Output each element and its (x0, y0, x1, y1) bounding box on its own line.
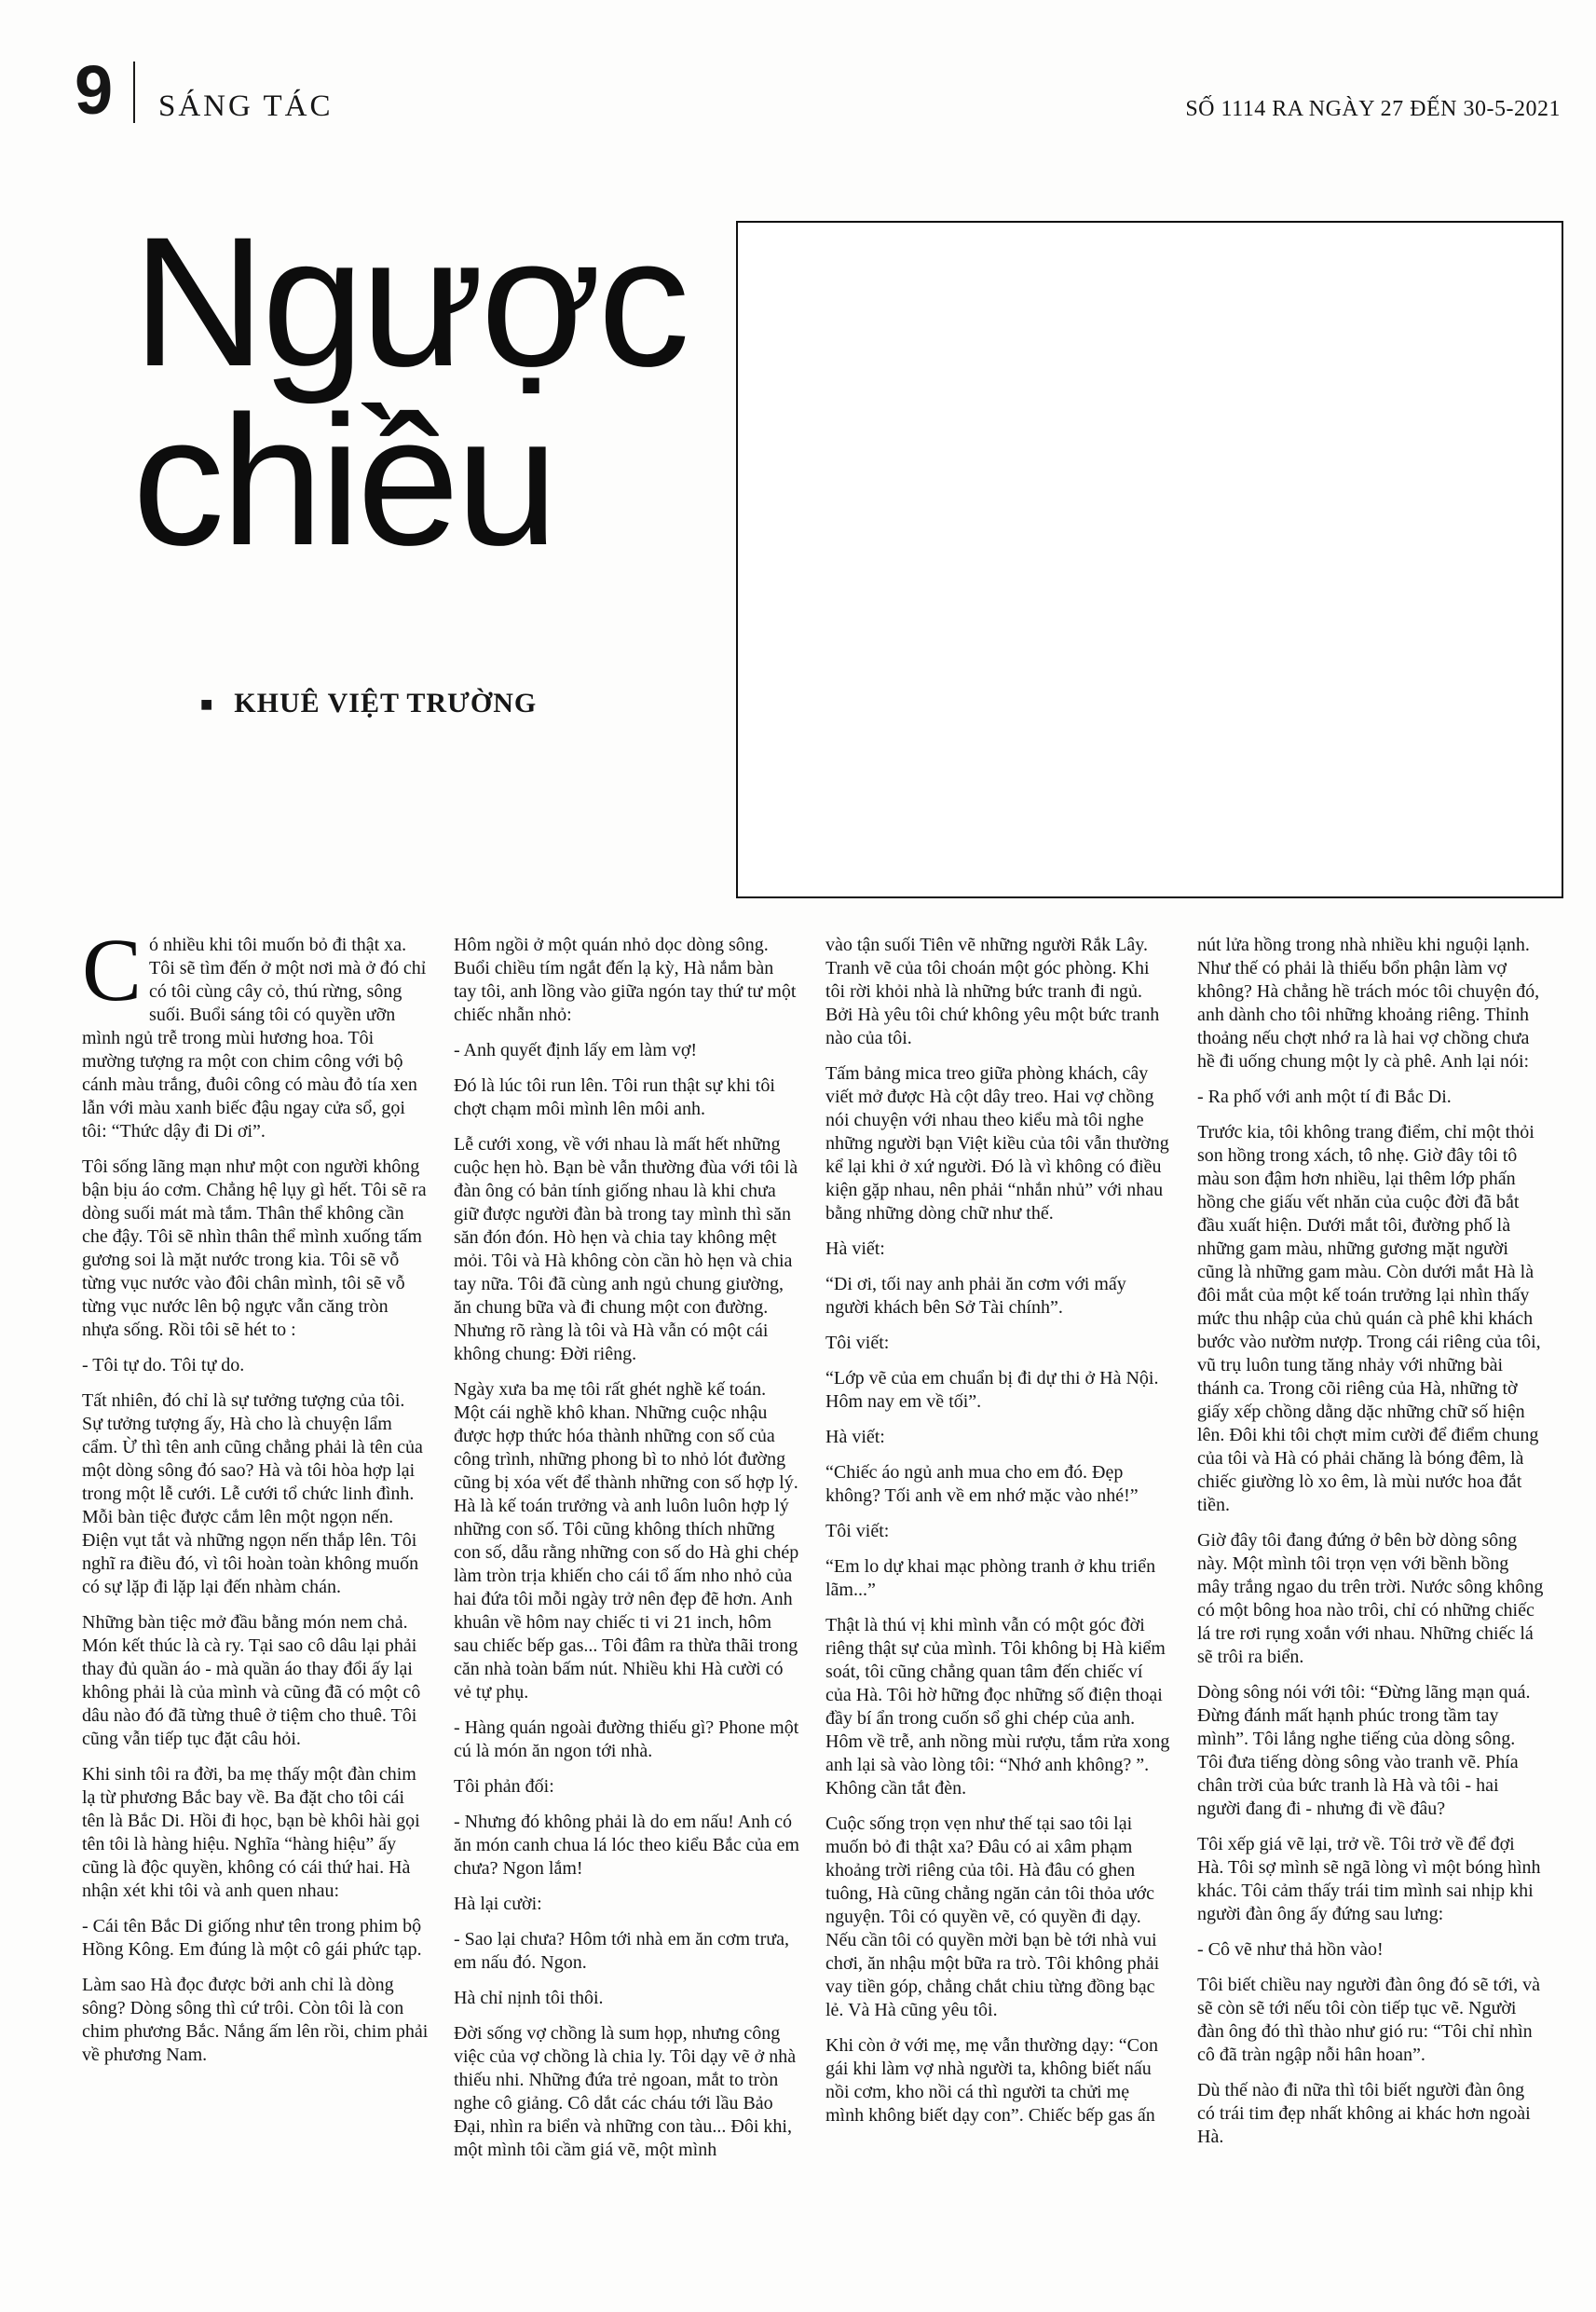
article-title-line1: Ngược (132, 198, 687, 404)
body-paragraph: Tôi sống lãng mạn như một con người không bận bịu áo cơm. Chẳng hệ lụy gì hết. Tôi sẽ ra dòng suối mát mà tắm. Thân thể không cần che đậy. Tôi sẽ nhìn thân thể mình xuống tấm gương soi là mặt nước trong kia. Tôi sẽ vỗ từng vục nước vào đôi chân mình, tôi sẽ vỗ từng vục nước lên bộ ngực vẫn căng tròn nhựa sống. Rồi tôi sẽ hét to : (82, 1156, 427, 1340)
text-column-4 (1197, 934, 1544, 2174)
body-paragraph: Dù thế nào đi nữa thì tôi biết người đàn ông có trái tim đẹp nhất không ai khác hơn ngoài Hà. (1197, 2080, 1531, 2147)
section-title: SÁNG TÁC (158, 89, 334, 123)
body-paragraph: Trước kia, tôi không trang điểm, chỉ một thỏi son hồng trong xách, tô nhẹ. Giờ đây tôi tô màu son đậm hơn nhiều, lại thêm lớp phấn hồng che giấu vết nhăn của cuộc đời đã bắt đầu xuất hiện. Dưới mắt tôi, đường phố là những gam màu, những gương mặt người cũng là những gam màu. Còn dưới mắt Hà là đôi mắt của một kế toán trưởng lại nhìn thấy mức thu nhập của chủ quán cà phê khi khách bước vào nườm nượp. Trong cái riêng của tôi, vũ trụ luôn tung tăng nhảy với những bài thánh ca. Trong cõi riêng của Hà, những tờ giấy xếp chồng dằng dặc những chữ số hiện lên. Đôi khi tôi chợt mỉm cười để điểm chung của tôi và Hà có phải chăng là bóng đêm, là chiếc giường lò xo êm, là mùi nước hoa đắt tiền. (1197, 1122, 1541, 1515)
body-paragraph: - Ra phố với anh một tí đi Bắc Di. (1197, 1087, 1452, 1107)
body-paragraph: - Cái tên Bắc Di giống như tên trong phim bộ Hồng Kông. Em đúng là một cô gái phức tạp. (82, 1916, 422, 1960)
body-paragraph: “Chiếc áo ngủ anh mua cho em đó. Đẹp không? Tối anh về em nhớ mặc vào nhé!” (825, 1462, 1139, 1506)
page-number: 9 (75, 51, 112, 129)
body-paragraph: Tất nhiên, đó chỉ là sự tưởng tượng của tôi. Sự tưởng tượng ấy, Hà cho là chuyện lẩm cẩm. Ừ thì tên anh cũng chẳng phải là tên của một dòng sông đó sao? Hà và tôi hòa hợp lại trong một lễ cưới. Lễ cưới tổ chức linh đình. Mỗi bàn tiệc được cắm lên một ngọn nến. Điện vụt tắt và những ngọn nến thắp lên. Tôi nghĩ ra điều đó, vì tôi hoàn toàn không muốn có sự lặp đi lặp lại đến nhàm chán. (82, 1390, 423, 1597)
image-placeholder (736, 221, 1563, 898)
article-title (132, 198, 687, 584)
byline-bullet-icon: ■ (200, 692, 214, 716)
body-paragraph: Ngày xưa ba mẹ tôi rất ghét nghề kế toán. Một cái nghề khô khan. Những cuộc nhậu được hợp thức hóa thành những con số của công trình, những phong bì to nhỏ lót đường cũng bị xóa vết để thành những con số hợp lý. Hà là kế toán trưởng và anh luôn luôn hợp lý những con số. Tôi cũng không thích những con số, dẫu rằng những con số do Hà ghi chép làm tròn trịa khiến cho cái tổ ấm nho nhỏ của hai đứa tôi mỗi ngày trở nên đẹp đẽ hơn. Anh khuân về hôm nay chiếc ti vi 21 inch, hôm sau chiếc bếp gas... Tôi đâm ra thừa thãi trong căn nhà toàn bấm nút. Nhiều khi Hà cười có vẻ tự phụ. (454, 1379, 799, 1703)
body-paragraph: Khi còn ở với mẹ, mẹ vẫn thường dạy: “Con gái khi làm vợ nhà người ta, không biết nấu nồi cơm, kho nồi cá thì người ta chửi mẹ mình không biết dạy con”. Chiếc bếp gas ấn (825, 2035, 1158, 2126)
body-paragraph: - Nhưng đó không phải là do em nấu! Anh có ăn món canh chua lá lóc theo kiểu Bắc của em chưa? Ngon lắm! (454, 1812, 799, 1879)
body-paragraph: Dòng sông nói với tôi: “Đừng lãng mạn quá. Đừng đánh mất hạnh phúc trong tầm tay mình”. Tôi lắng nghe tiếng của dòng sông. Tôi đưa tiếng dòng sông vào tranh vẽ. Phía chân trời của bức tranh là Hà và tôi - hai người đang đi - nhưng đi về đâu? (1197, 1682, 1531, 1819)
body-paragraph: - Sao lại chưa? Hôm tới nhà em ăn cơm trưa, em nấu đó. Ngon. (454, 1929, 789, 1973)
article-title-line2: chiều (132, 377, 555, 584)
body-paragraph: - Anh quyết định lấy em làm vợ! (454, 1040, 698, 1060)
body-paragraph: Hôm ngồi ở một quán nhỏ dọc dòng sông. Buổi chiều tím ngắt đến lạ kỳ, Hà nắm bàn tay tôi, anh lồng vào giữa ngón tay thứ tư một chiếc nhẫn nhỏ: (454, 935, 797, 1025)
body-paragraph: Giờ đây tôi đang đứng ở bên bờ dòng sông này. Một mình tôi trọn vẹn với bềnh bồng mây trắng ngao du trên trời. Nước sông không có một bông hoa nào trôi, chỉ có những chiếc lá tre rơi rụng xoắn với nhau. Những chiếc lá sẽ trôi ra biển. (1197, 1530, 1544, 1667)
body-paragraph: Hà viết: (825, 1238, 885, 1259)
header-divider (133, 62, 135, 123)
byline (200, 688, 537, 719)
issue-info: SỐ 1114 RA NGÀY 27 ĐẾN 30-5-2021 (1185, 97, 1561, 121)
body-paragraph: “Em lo dự khai mạc phòng tranh ở khu triển lãm...” (825, 1556, 1156, 1600)
body-paragraph: Tôi biết chiều nay người đàn ông đó sẽ tới, và sẽ còn sẽ tới nếu tôi còn tiếp tục vẽ. Người đàn ông đó thì thào như gió ru: “Tôi chỉ nhìn cô đã tràn ngập nỗi hân hoan”. (1197, 1975, 1541, 2065)
body-paragraph: Tôi viết: (825, 1521, 890, 1541)
body-paragraph: “Di ơi, tối nay anh phải ăn cơm với mấy người khách bên Sở Tài chính”. (825, 1274, 1126, 1318)
body-paragraph: Hà lại cười: (454, 1894, 542, 1914)
body-paragraph: Hà chỉ nịnh tôi thôi. (454, 1988, 604, 2008)
body-paragraph: Có nhiều khi tôi muốn bỏ đi thật xa. Tôi sẽ tìm đến ở một nơi mà ở đó chỉ có tôi cùng cây cỏ, thú rừng, sông suối. Buổi sáng tôi có quyền ưỡn mình ngủ trễ trong mùi hương hoa. Tôi mường tượng ra một con chim công với bộ cánh màu trắng, đuôi công có màu đỏ tía xen lẫn với màu xanh biếc đậu ngay cửa sổ, gọi tôi: “Thức dậy đi Di ơi”. (82, 920, 427, 1142)
author-name: KHUÊ VIỆT TRƯỜNG (234, 688, 538, 718)
body-paragraph: Tôi xếp giá vẽ lại, trở về. Tôi trở về để đợi Hà. Tôi sợ mình sẽ ngã lòng vì một bóng hình khác. Tôi cảm thấy trái tim mình sai nhịp khi người đàn ông ấy đứng sau lưng: (1197, 1834, 1541, 1924)
body-paragraph: Những bàn tiệc mở đầu bằng món nem chả. Món kết thúc là cà ry. Tại sao cô dâu lại phải thay đủ quần áo - mà quần áo thay đổi ấy lại không phải là của mình và cũng đã có một cô dâu nào đó đã từng thuê ở tiệm cho thuê. Tôi cũng vẫn tiếp tục đặt câu hỏi. (82, 1612, 421, 1749)
body-paragraph: Tôi viết: (825, 1333, 890, 1353)
body-paragraph: nút lửa hồng trong nhà nhiều khi nguội lạnh. Như thế có phải là thiếu bổn phận làm vợ không? Hà chẳng hề trách móc tôi chuyện đó, anh dành cho tôi những khoảng riêng. Thỉnh thoảng nếu chợt nhớ ra là hai vợ chồng chưa hề đi uống chung một ly cà phê. Anh lại nói: (1197, 935, 1540, 1072)
body-paragraph: Tôi phản đối: (454, 1776, 554, 1797)
body-paragraph: - Hàng quán ngoài đường thiếu gì? Phone một cú là món ăn ngon tới nhà. (454, 1717, 799, 1761)
text-column-3 (825, 934, 1172, 2174)
body-paragraph: Đó là lúc tôi run lên. Tôi run thật sự khi tôi chợt chạm môi mình lên môi anh. (454, 1075, 775, 1119)
body-paragraph: Đời sống vợ chồng là sum họp, nhưng công việc của vợ chồng là chia ly. Tôi dạy vẽ ở nhà thiếu nhi. Những đứa trẻ ngoan, mắt to tròn nghe cô giảng. Cô dắt các cháu tới lầu Bảo Đại, nhìn ra biển và những con tàu... Đôi khi, một mình tôi cầm giá vẽ, một mình (454, 2023, 797, 2160)
body-paragraph: Thật là thú vị khi mình vẫn có một góc đời riêng thật sự của mình. Tôi không bị Hà kiểm soát, tôi cũng chẳng quan tâm đến chiếc ví của Hà. Tôi hờ hững đọc những số điện thoại đầy bí ẩn trong cuốn sổ ghi chép của anh. Hôm về trễ, anh nồng mùi rượu, tắm rửa xong anh lại sà vào lòng tôi: “Nhớ anh không? ”. Không cần tắt đèn. (825, 1615, 1170, 1799)
article-body (82, 920, 1547, 2174)
drop-cap: C (82, 920, 143, 1019)
body-paragraph: Khi sinh tôi ra đời, ba mẹ thấy một đàn chim lạ từ phương Bắc bay về. Ba đặt cho tôi cái tên là Bắc Di. Hồi đi học, bạn bè khôi hài gọi tên tôi là hàng hiệu. Nghĩa “hàng hiệu” ấy cũng là độc quyền, không có cái thứ hai. Hà nhận xét khi tôi và anh quen nhau: (82, 1764, 420, 1901)
text-column-1 (82, 920, 429, 2174)
body-paragraph: “Lớp vẽ của em chuẩn bị đi dự thi ở Hà Nội. Hôm nay em về tối”. (825, 1368, 1159, 1412)
body-paragraph: - Cô vẽ như thả hồn vào! (1197, 1939, 1384, 1960)
body-paragraph: Làm sao Hà đọc được bởi anh chỉ là dòng sông? Dòng sông thì cứ trôi. Còn tôi là con chim phương Bắc. Nắng ấm lên rồi, chim phải về phương Nam. (82, 1975, 429, 2065)
body-paragraph: Tấm bảng mica treo giữa phòng khách, cây viết mở được Hà cột dây treo. Hai vợ chồng nói chuyện với nhau theo kiểu mà tôi nghe những người bạn Việt kiều của tôi vẫn thường kể lại khi ở xứ người. Đó là vì không có điều kiện gặp nhau, nên phải “nhắn nhủ” với nhau bằng những dòng chữ như thế. (825, 1063, 1169, 1224)
body-paragraph: - Tôi tự do. Tôi tự do. (82, 1355, 245, 1375)
text-column-2 (454, 934, 800, 2174)
body-paragraph: Lễ cưới xong, về với nhau là mất hết những cuộc hẹn hò. Bạn bè vẫn thường đùa với tôi là đàn ông có bản tính giống nhau là khi chưa giữ được người đàn bà trong tay mình thì săn săn đón đón. Hò hẹn và chia tay không mệt mỏi. Tôi và Hà không còn cần hò hẹn và chia tay nữa. Tôi đã cùng anh ngủ chung giường, ăn chung bữa và đi chung một con đường. Nhưng rõ ràng là tôi và Hà vẫn có một cái không chung: Đời riêng. (454, 1134, 798, 1364)
body-paragraph: Hà viết: (825, 1427, 885, 1447)
body-paragraph: Cuộc sống trọn vẹn như thế tại sao tôi lại muốn bỏ đi thật xa? Đâu có ai xâm phạm khoảng trời riêng của tôi. Hà đâu có ghen tuông, Hà cũng chẳng ngăn cản tôi thỏa ước nguyện. Tôi có quyền vẽ, có quyền đi dạy. Nếu cần tôi có quyền mời bạn bè tới nhà vui chơi, ăn nhậu một bữa ra trò. Tôi không phải vay tiền góp, chẳng chắt chiu từng đồng bạc lẻ. Và Hà cũng yêu tôi. (825, 1813, 1160, 2020)
body-paragraph: vào tận suối Tiên vẽ những người Rắk Lây. Tranh vẽ của tôi choán một góc phòng. Khi tôi rời khỏi nhà là những bức tranh đi ngủ. Bởi Hà yêu tôi chứ không yêu một bức tranh nào của tôi. (825, 935, 1160, 1048)
